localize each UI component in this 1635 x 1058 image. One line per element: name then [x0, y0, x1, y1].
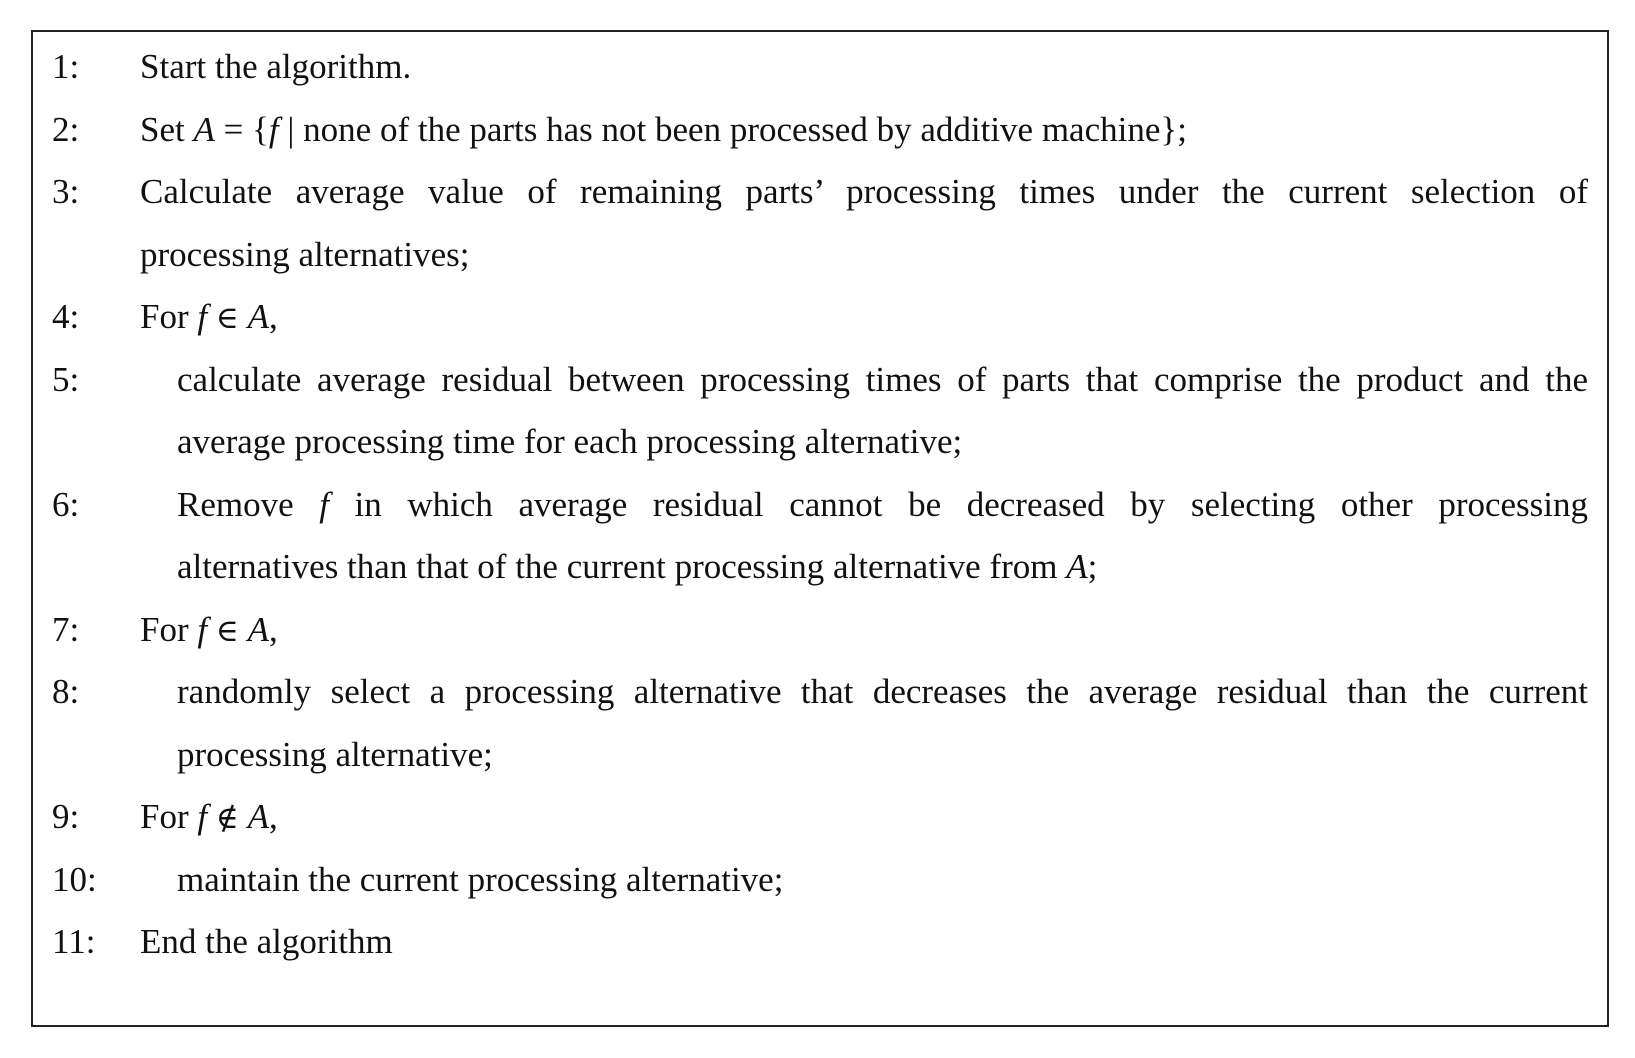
step-number: 7:	[52, 609, 80, 649]
step-text: End the algorithm	[140, 922, 393, 961]
step-number: 2:	[52, 109, 80, 149]
step-text: maintain the current processing alternative;	[177, 859, 784, 899]
algorithm-line	[33, 99, 1607, 161]
algorithm-line	[33, 474, 1607, 536]
step-number: 4:	[52, 297, 80, 336]
step-text: Remove f in which average residual cannot be decreased by selecting other processing	[177, 484, 1589, 524]
algorithm-line	[33, 599, 1607, 661]
step-text: Start the algorithm.	[140, 47, 412, 86]
algorithm-line	[33, 911, 1607, 973]
algorithm-line	[33, 36, 1607, 98]
step-text: For f ∉ A,	[140, 797, 278, 836]
step-number: 10:	[52, 859, 97, 899]
algorithm-line	[33, 224, 1607, 286]
step-number: 9:	[52, 797, 80, 836]
algorithm-line	[33, 724, 1607, 786]
algorithm-line	[33, 161, 1607, 223]
step-text: processing alternatives;	[140, 234, 470, 274]
algorithm-line	[33, 286, 1607, 348]
step-number: 11:	[52, 922, 96, 961]
algorithm-line	[33, 661, 1607, 723]
step-text: Set A = {f | none of the parts has not been processed by additive machine};	[140, 109, 1187, 149]
step-text: alternatives than that of the current processing alternative from A;	[177, 547, 1098, 586]
step-text: For f ∈ A,	[140, 609, 278, 649]
algorithm-line	[33, 536, 1607, 598]
step-text: Calculate average value of remaining parts’ processing times under the current selection of	[140, 172, 1588, 211]
algorithm-line	[33, 411, 1607, 473]
step-text: randomly select a processing alternative that decreases the average residual than the current	[177, 672, 1588, 711]
step-text: processing alternative;	[177, 734, 493, 774]
algorithm-line	[33, 786, 1607, 848]
algorithm-box	[31, 30, 1609, 1027]
step-number: 1:	[52, 47, 80, 86]
step-text: For f ∈ A,	[140, 297, 278, 336]
step-text: calculate average residual between processing times of parts that comprise the product and the	[177, 359, 1588, 399]
step-text: average processing time for each processing alternative;	[177, 422, 963, 461]
step-number: 8:	[52, 672, 80, 711]
step-number: 6:	[52, 484, 80, 524]
algorithm-line	[33, 349, 1607, 411]
step-number: 3:	[52, 172, 80, 211]
algorithm-line	[33, 849, 1607, 911]
step-number: 5:	[52, 359, 80, 399]
